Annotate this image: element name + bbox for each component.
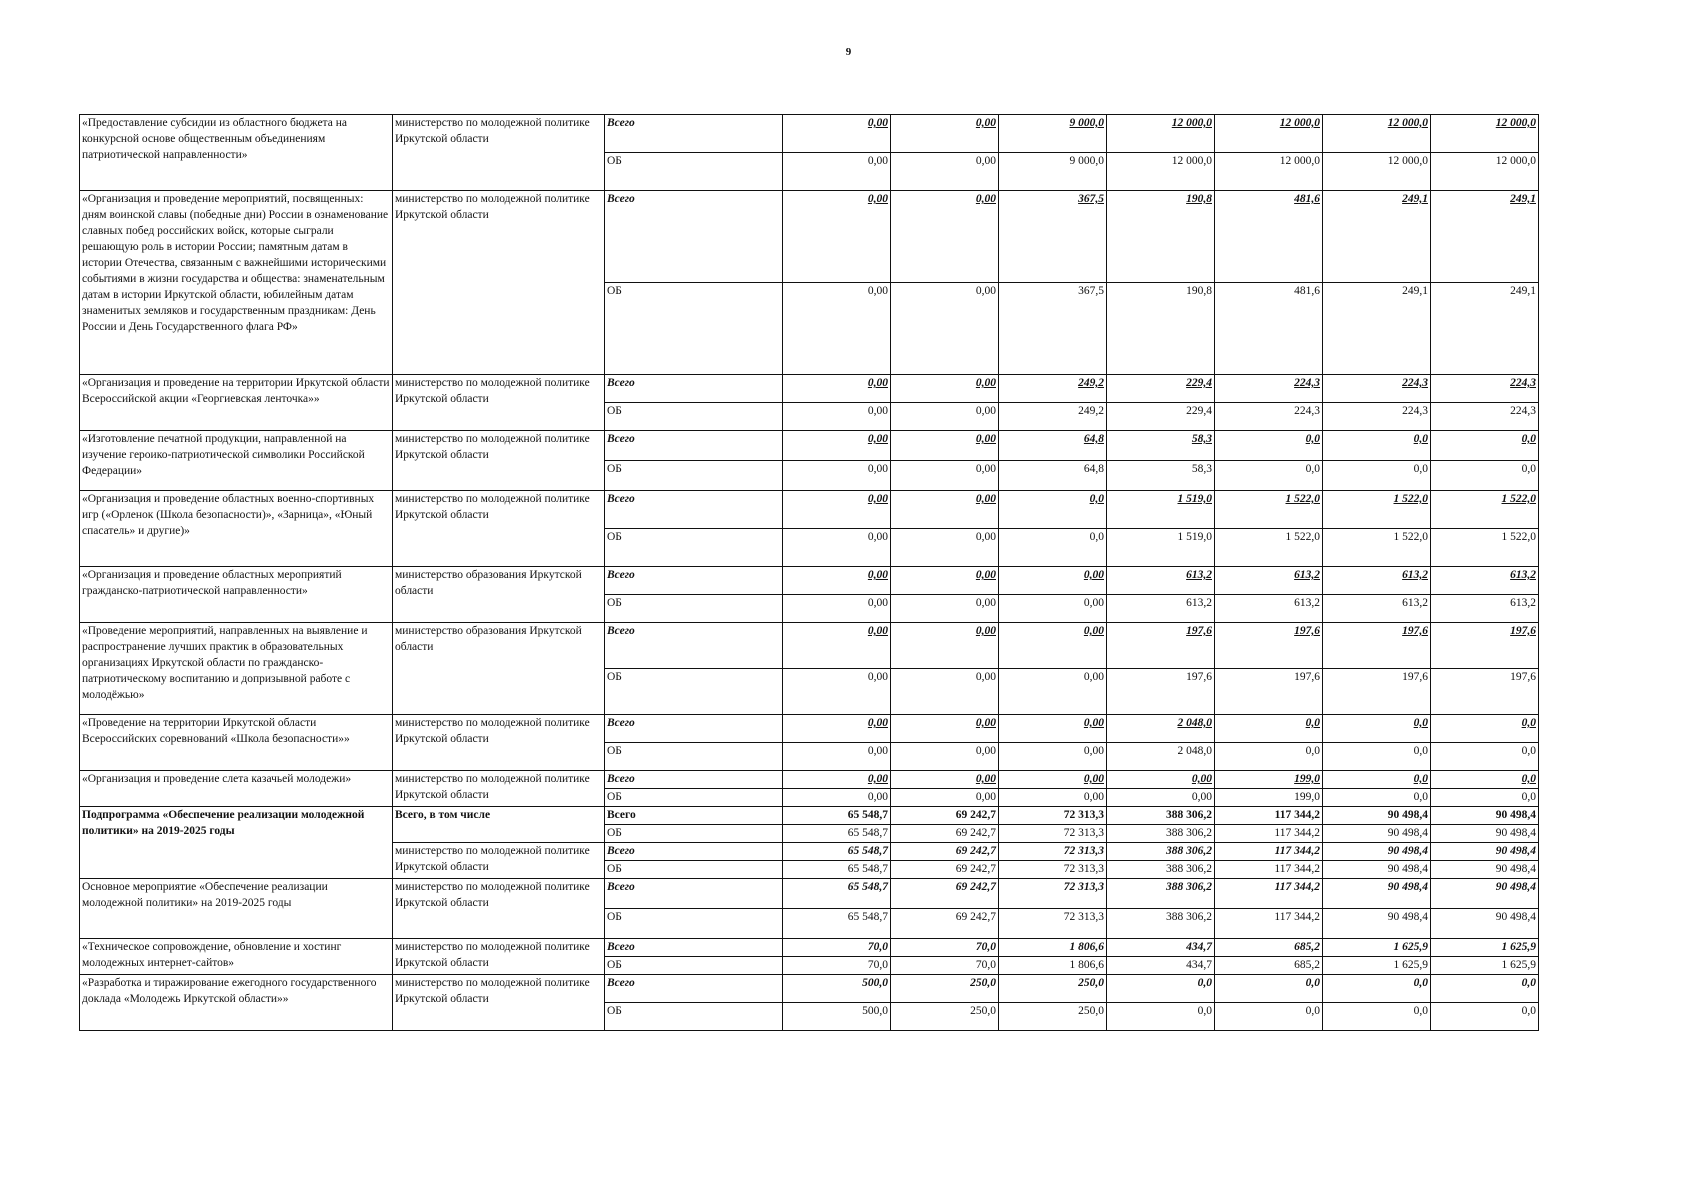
activity-executor: министерство по молодежной политике Иркутской области [393,715,605,771]
amount-cell: 65 548,7 [783,825,891,843]
amount-cell: 69 242,7 [891,825,999,843]
amount-cell: 0,00 [783,771,891,789]
amount-cell: 199,0 [1215,789,1323,807]
amount-cell: 0,00 [999,623,1107,669]
amount-cell: 0,00 [999,715,1107,743]
amount-cell: 0,00 [891,789,999,807]
amount-cell: 500,0 [783,975,891,1003]
amount-cell: 0,00 [783,743,891,771]
amount-cell: 0,0 [1215,715,1323,743]
source-label-ob: ОБ [605,595,783,623]
amount-cell: 0,0 [1215,743,1323,771]
source-label-total: Всего [605,807,783,825]
activity-total-row [80,715,1539,743]
activity-executor: министерство образования Иркутской области [393,623,605,715]
amount-cell: 0,00 [1107,789,1215,807]
amount-cell: 72 313,3 [999,879,1107,909]
activity-description: «Проведение мероприятий, направленных на выявление и распространение лучших практик в образовательных организациях Иркутской области по гражданско-патриотическому воспитанию и допризывной работе с молодёжью» [80,623,393,715]
amount-cell: 249,2 [999,403,1107,431]
amount-cell: 224,3 [1323,403,1431,431]
amount-cell: 0,0 [1431,715,1539,743]
amount-cell: 388 306,2 [1107,861,1215,879]
amount-cell: 249,1 [1323,283,1431,375]
amount-cell: 0,00 [783,191,891,283]
activity-executor: министерство по молодежной политике Иркутской области [393,115,605,191]
amount-cell: 613,2 [1431,567,1539,595]
activity-description: «Организация и проведение слета казачьей молодежи» [80,771,393,807]
amount-cell: 190,8 [1107,283,1215,375]
amount-cell: 0,0 [999,491,1107,529]
source-label-ob: ОБ [605,283,783,375]
activity-executor: министерство по молодежной политике Иркутской области [393,771,605,807]
amount-cell: 224,3 [1215,375,1323,403]
amount-cell: 197,6 [1323,669,1431,715]
amount-cell: 1 519,0 [1107,529,1215,567]
amount-cell: 0,00 [1107,771,1215,789]
activity-executor: министерство по молодежной политике Иркутской области [393,491,605,567]
amount-cell: 90 498,4 [1323,909,1431,939]
amount-cell: 0,00 [891,491,999,529]
amount-cell: 0,0 [1215,1003,1323,1031]
amount-cell: 0,00 [783,403,891,431]
amount-cell: 0,00 [999,743,1107,771]
amount-cell: 90 498,4 [1431,843,1539,861]
amount-cell: 0,00 [783,567,891,595]
amount-cell: 0,00 [783,789,891,807]
amount-cell: 69 242,7 [891,843,999,861]
amount-cell: 249,2 [999,375,1107,403]
amount-cell: 0,0 [1431,975,1539,1003]
subprogram-executor-all: Всего, в том числе [393,807,605,843]
source-label-ob: ОБ [605,1003,783,1031]
amount-cell: 12 000,0 [1323,153,1431,191]
amount-cell: 249,1 [1431,283,1539,375]
amount-cell: 0,00 [891,191,999,283]
amount-cell: 117 344,2 [1215,861,1323,879]
amount-cell: 0,0 [1323,975,1431,1003]
amount-cell: 0,00 [783,461,891,491]
amount-cell: 367,5 [999,191,1107,283]
amount-cell: 0,00 [891,743,999,771]
amount-cell: 388 306,2 [1107,909,1215,939]
amount-cell: 0,0 [1323,715,1431,743]
amount-cell: 90 498,4 [1431,861,1539,879]
amount-cell: 65 548,7 [783,909,891,939]
amount-cell: 1 625,9 [1323,939,1431,957]
amount-cell: 90 498,4 [1323,843,1431,861]
amount-cell: 613,2 [1107,567,1215,595]
amount-cell: 65 548,7 [783,843,891,861]
amount-cell: 0,0 [1431,461,1539,491]
amount-cell: 0,00 [891,431,999,461]
source-label-total: Всего [605,771,783,789]
source-label-ob: ОБ [605,825,783,843]
amount-cell: 0,0 [1431,771,1539,789]
amount-cell: 90 498,4 [1431,879,1539,909]
amount-cell: 0,0 [1215,431,1323,461]
amount-cell: 224,3 [1431,403,1539,431]
amount-cell: 72 313,3 [999,843,1107,861]
amount-cell: 388 306,2 [1107,879,1215,909]
activity-executor: министерство по молодежной политике Иркутской области [393,939,605,975]
source-label-total: Всего [605,715,783,743]
amount-cell: 0,00 [891,623,999,669]
source-label-total: Всего [605,191,783,283]
amount-cell: 0,00 [891,461,999,491]
activity-total-row [80,975,1539,1003]
amount-cell: 0,00 [891,153,999,191]
budget-table-body [80,115,1539,1031]
main-activity-executor: министерство по молодежной политике Иркутской области [393,879,605,939]
amount-cell: 117 344,2 [1215,843,1323,861]
activity-description: «Разработка и тиражирование ежегодного государственного доклада «Молодежь Иркутской области»» [80,975,393,1031]
amount-cell: 90 498,4 [1431,807,1539,825]
subprogram-executor-ministry: министерство по молодежной политике Иркутской области [393,843,605,879]
amount-cell: 1 519,0 [1107,491,1215,529]
amount-cell: 0,00 [783,153,891,191]
activity-description: «Проведение на территории Иркутской области Всероссийских соревнований «Школа безопасности»» [80,715,393,771]
amount-cell: 250,0 [891,975,999,1003]
amount-cell: 197,6 [1215,669,1323,715]
subprogram-description: Подпрограмма «Обеспечение реализации молодежной политики» на 2019-2025 годы [80,807,393,879]
amount-cell: 2 048,0 [1107,715,1215,743]
amount-cell: 90 498,4 [1323,807,1431,825]
amount-cell: 199,0 [1215,771,1323,789]
source-label-total: Всего [605,491,783,529]
source-label-total: Всего [605,115,783,153]
amount-cell: 197,6 [1107,669,1215,715]
amount-cell: 1 522,0 [1215,529,1323,567]
amount-cell: 12 000,0 [1215,115,1323,153]
amount-cell: 69 242,7 [891,879,999,909]
amount-cell: 197,6 [1431,669,1539,715]
activity-description: «Организация и проведение на территории Иркутской области Всероссийской акции «Георгиевская ленточка»» [80,375,393,431]
amount-cell: 0,00 [891,669,999,715]
amount-cell: 0,00 [891,529,999,567]
amount-cell: 117 344,2 [1215,909,1323,939]
amount-cell: 117 344,2 [1215,807,1323,825]
amount-cell: 481,6 [1215,191,1323,283]
amount-cell: 685,2 [1215,939,1323,957]
source-label-ob: ОБ [605,529,783,567]
activity-executor: министерство по молодежной политике Иркутской области [393,191,605,375]
amount-cell: 613,2 [1215,595,1323,623]
activity-total-row [80,191,1539,283]
amount-cell: 434,7 [1107,957,1215,975]
amount-cell: 434,7 [1107,939,1215,957]
amount-cell: 388 306,2 [1107,843,1215,861]
amount-cell: 64,8 [999,431,1107,461]
amount-cell: 0,0 [1215,975,1323,1003]
activity-total-row [80,567,1539,595]
activity-total-row [80,431,1539,461]
amount-cell: 0,00 [891,567,999,595]
amount-cell: 0,00 [891,375,999,403]
amount-cell: 72 313,3 [999,909,1107,939]
amount-cell: 1 522,0 [1431,529,1539,567]
amount-cell: 197,6 [1323,623,1431,669]
amount-cell: 12 000,0 [1107,115,1215,153]
source-label-ob: ОБ [605,957,783,975]
amount-cell: 0,00 [891,115,999,153]
amount-cell: 69 242,7 [891,807,999,825]
amount-cell: 12 000,0 [1107,153,1215,191]
activity-executor: министерство образования Иркутской области [393,567,605,623]
amount-cell: 12 000,0 [1431,153,1539,191]
source-label-total: Всего [605,843,783,861]
amount-cell: 224,3 [1215,403,1323,431]
amount-cell: 367,5 [999,283,1107,375]
amount-cell: 250,0 [999,1003,1107,1031]
amount-cell: 1 806,6 [999,957,1107,975]
budget-table [79,114,1539,1031]
amount-cell: 0,0 [999,529,1107,567]
amount-cell: 72 313,3 [999,825,1107,843]
amount-cell: 481,6 [1215,283,1323,375]
amount-cell: 224,3 [1431,375,1539,403]
source-label-total: Всего [605,975,783,1003]
amount-cell: 0,00 [891,715,999,743]
amount-cell: 72 313,3 [999,807,1107,825]
activity-executor: министерство по молодежной политике Иркутской области [393,375,605,431]
amount-cell: 0,0 [1431,1003,1539,1031]
amount-cell: 613,2 [1431,595,1539,623]
activity-executor: министерство по молодежной политике Иркутской области [393,975,605,1031]
amount-cell: 0,00 [891,403,999,431]
amount-cell: 0,00 [783,283,891,375]
amount-cell: 0,00 [891,595,999,623]
activity-total-row [80,771,1539,789]
amount-cell: 12 000,0 [1323,115,1431,153]
amount-cell: 249,1 [1431,191,1539,283]
amount-cell: 0,0 [1323,1003,1431,1031]
amount-cell: 0,0 [1323,743,1431,771]
amount-cell: 90 498,4 [1323,825,1431,843]
amount-cell: 229,4 [1107,375,1215,403]
amount-cell: 0,00 [783,491,891,529]
subprogram-total-row [80,807,1539,825]
amount-cell: 0,00 [783,595,891,623]
activity-description: «Организация и проведение областных мероприятий гражданско-патриотической направленности» [80,567,393,623]
source-label-ob: ОБ [605,909,783,939]
activity-total-row [80,491,1539,529]
amount-cell: 1 522,0 [1215,491,1323,529]
amount-cell: 90 498,4 [1431,825,1539,843]
amount-cell: 0,00 [783,623,891,669]
amount-cell: 70,0 [783,957,891,975]
amount-cell: 1 625,9 [1431,957,1539,975]
amount-cell: 72 313,3 [999,861,1107,879]
source-label-total: Всего [605,567,783,595]
amount-cell: 70,0 [783,939,891,957]
amount-cell: 65 548,7 [783,807,891,825]
amount-cell: 197,6 [1431,623,1539,669]
source-label-ob: ОБ [605,789,783,807]
main-activity-total-row [80,879,1539,909]
amount-cell: 0,00 [999,771,1107,789]
activity-total-row [80,623,1539,669]
source-label-total: Всего [605,375,783,403]
amount-cell: 0,0 [1323,431,1431,461]
amount-cell: 1 625,9 [1431,939,1539,957]
amount-cell: 1 625,9 [1323,957,1431,975]
amount-cell: 0,00 [999,567,1107,595]
amount-cell: 9 000,0 [999,153,1107,191]
amount-cell: 224,3 [1323,375,1431,403]
source-label-ob: ОБ [605,403,783,431]
amount-cell: 12 000,0 [1215,153,1323,191]
amount-cell: 2 048,0 [1107,743,1215,771]
amount-cell: 1 522,0 [1323,491,1431,529]
amount-cell: 90 498,4 [1431,909,1539,939]
amount-cell: 65 548,7 [783,879,891,909]
activity-description: «Организация и проведение мероприятий, посвященных: дням воинской славы (победные дни) России в ознаменование славных побед российских войск, которые сыграли решающую роль в истории России; памятным датам в истории Отечества, связанным с важнейшими историческими событиями в жизни государства и общества: знаменательным датам в истории Иркутской области, юбилейным датам знаменитых земляков и государственным праздникам: День России и День Государственного флага РФ» [80,191,393,375]
amount-cell: 65 548,7 [783,861,891,879]
amount-cell: 0,0 [1431,431,1539,461]
source-label-total: Всего [605,879,783,909]
amount-cell: 12 000,0 [1431,115,1539,153]
amount-cell: 70,0 [891,939,999,957]
amount-cell: 0,00 [783,715,891,743]
amount-cell: 117 344,2 [1215,879,1323,909]
amount-cell: 0,0 [1431,789,1539,807]
page-number: 9 [845,46,852,58]
amount-cell: 229,4 [1107,403,1215,431]
activity-executor: министерство по молодежной политике Иркутской области [393,431,605,491]
source-label-total: Всего [605,431,783,461]
activity-description: «Организация и проведение областных военно-спортивных игр («Орленок (Школа безопасности)», «Зарница», «Юный спасатель» и другие)» [80,491,393,567]
amount-cell: 69 242,7 [891,909,999,939]
amount-cell: 9 000,0 [999,115,1107,153]
amount-cell: 70,0 [891,957,999,975]
activity-total-row [80,115,1539,153]
amount-cell: 685,2 [1215,957,1323,975]
amount-cell: 0,00 [999,595,1107,623]
amount-cell: 0,00 [783,529,891,567]
amount-cell: 250,0 [999,975,1107,1003]
amount-cell: 1 522,0 [1431,491,1539,529]
amount-cell: 0,00 [891,283,999,375]
amount-cell: 613,2 [1323,595,1431,623]
amount-cell: 0,00 [999,789,1107,807]
activity-description: «Техническое сопровождение, обновление и хостинг молодежных интернет-сайтов» [80,939,393,975]
source-label-ob: ОБ [605,153,783,191]
amount-cell: 613,2 [1323,567,1431,595]
amount-cell: 613,2 [1215,567,1323,595]
amount-cell: 58,3 [1107,431,1215,461]
amount-cell: 0,0 [1323,789,1431,807]
source-label-ob: ОБ [605,461,783,491]
source-label-total: Всего [605,623,783,669]
amount-cell: 388 306,2 [1107,825,1215,843]
activity-description: «Предоставление субсидии из областного бюджета на конкурсной основе общественным объединениям патриотической направленности» [80,115,393,191]
activity-description: «Изготовление печатной продукции, направленной на изучение героико-патриотической символики Российской Федерации» [80,431,393,491]
amount-cell: 0,0 [1431,743,1539,771]
amount-cell: 0,00 [999,669,1107,715]
amount-cell: 613,2 [1107,595,1215,623]
amount-cell: 117 344,2 [1215,825,1323,843]
amount-cell: 0,00 [783,669,891,715]
amount-cell: 0,0 [1215,461,1323,491]
amount-cell: 90 498,4 [1323,861,1431,879]
amount-cell: 1 806,6 [999,939,1107,957]
amount-cell: 90 498,4 [1323,879,1431,909]
amount-cell: 197,6 [1215,623,1323,669]
source-label-ob: ОБ [605,669,783,715]
amount-cell: 0,0 [1107,975,1215,1003]
activity-total-row [80,375,1539,403]
source-label-ob: ОБ [605,861,783,879]
amount-cell: 249,1 [1323,191,1431,283]
amount-cell: 0,0 [1107,1003,1215,1031]
amount-cell: 500,0 [783,1003,891,1031]
activity-total-row [80,939,1539,957]
amount-cell: 197,6 [1107,623,1215,669]
source-label-ob: ОБ [605,743,783,771]
amount-cell: 0,00 [783,115,891,153]
amount-cell: 0,00 [891,771,999,789]
amount-cell: 69 242,7 [891,861,999,879]
amount-cell: 0,00 [783,375,891,403]
amount-cell: 388 306,2 [1107,807,1215,825]
source-label-total: Всего [605,939,783,957]
amount-cell: 0,0 [1323,771,1431,789]
amount-cell: 1 522,0 [1323,529,1431,567]
amount-cell: 58,3 [1107,461,1215,491]
amount-cell: 190,8 [1107,191,1215,283]
amount-cell: 64,8 [999,461,1107,491]
main-activity-description: Основное мероприятие «Обеспечение реализации молодежной политики» на 2019-2025 годы [80,879,393,939]
amount-cell: 0,00 [783,431,891,461]
amount-cell: 250,0 [891,1003,999,1031]
amount-cell: 0,0 [1323,461,1431,491]
